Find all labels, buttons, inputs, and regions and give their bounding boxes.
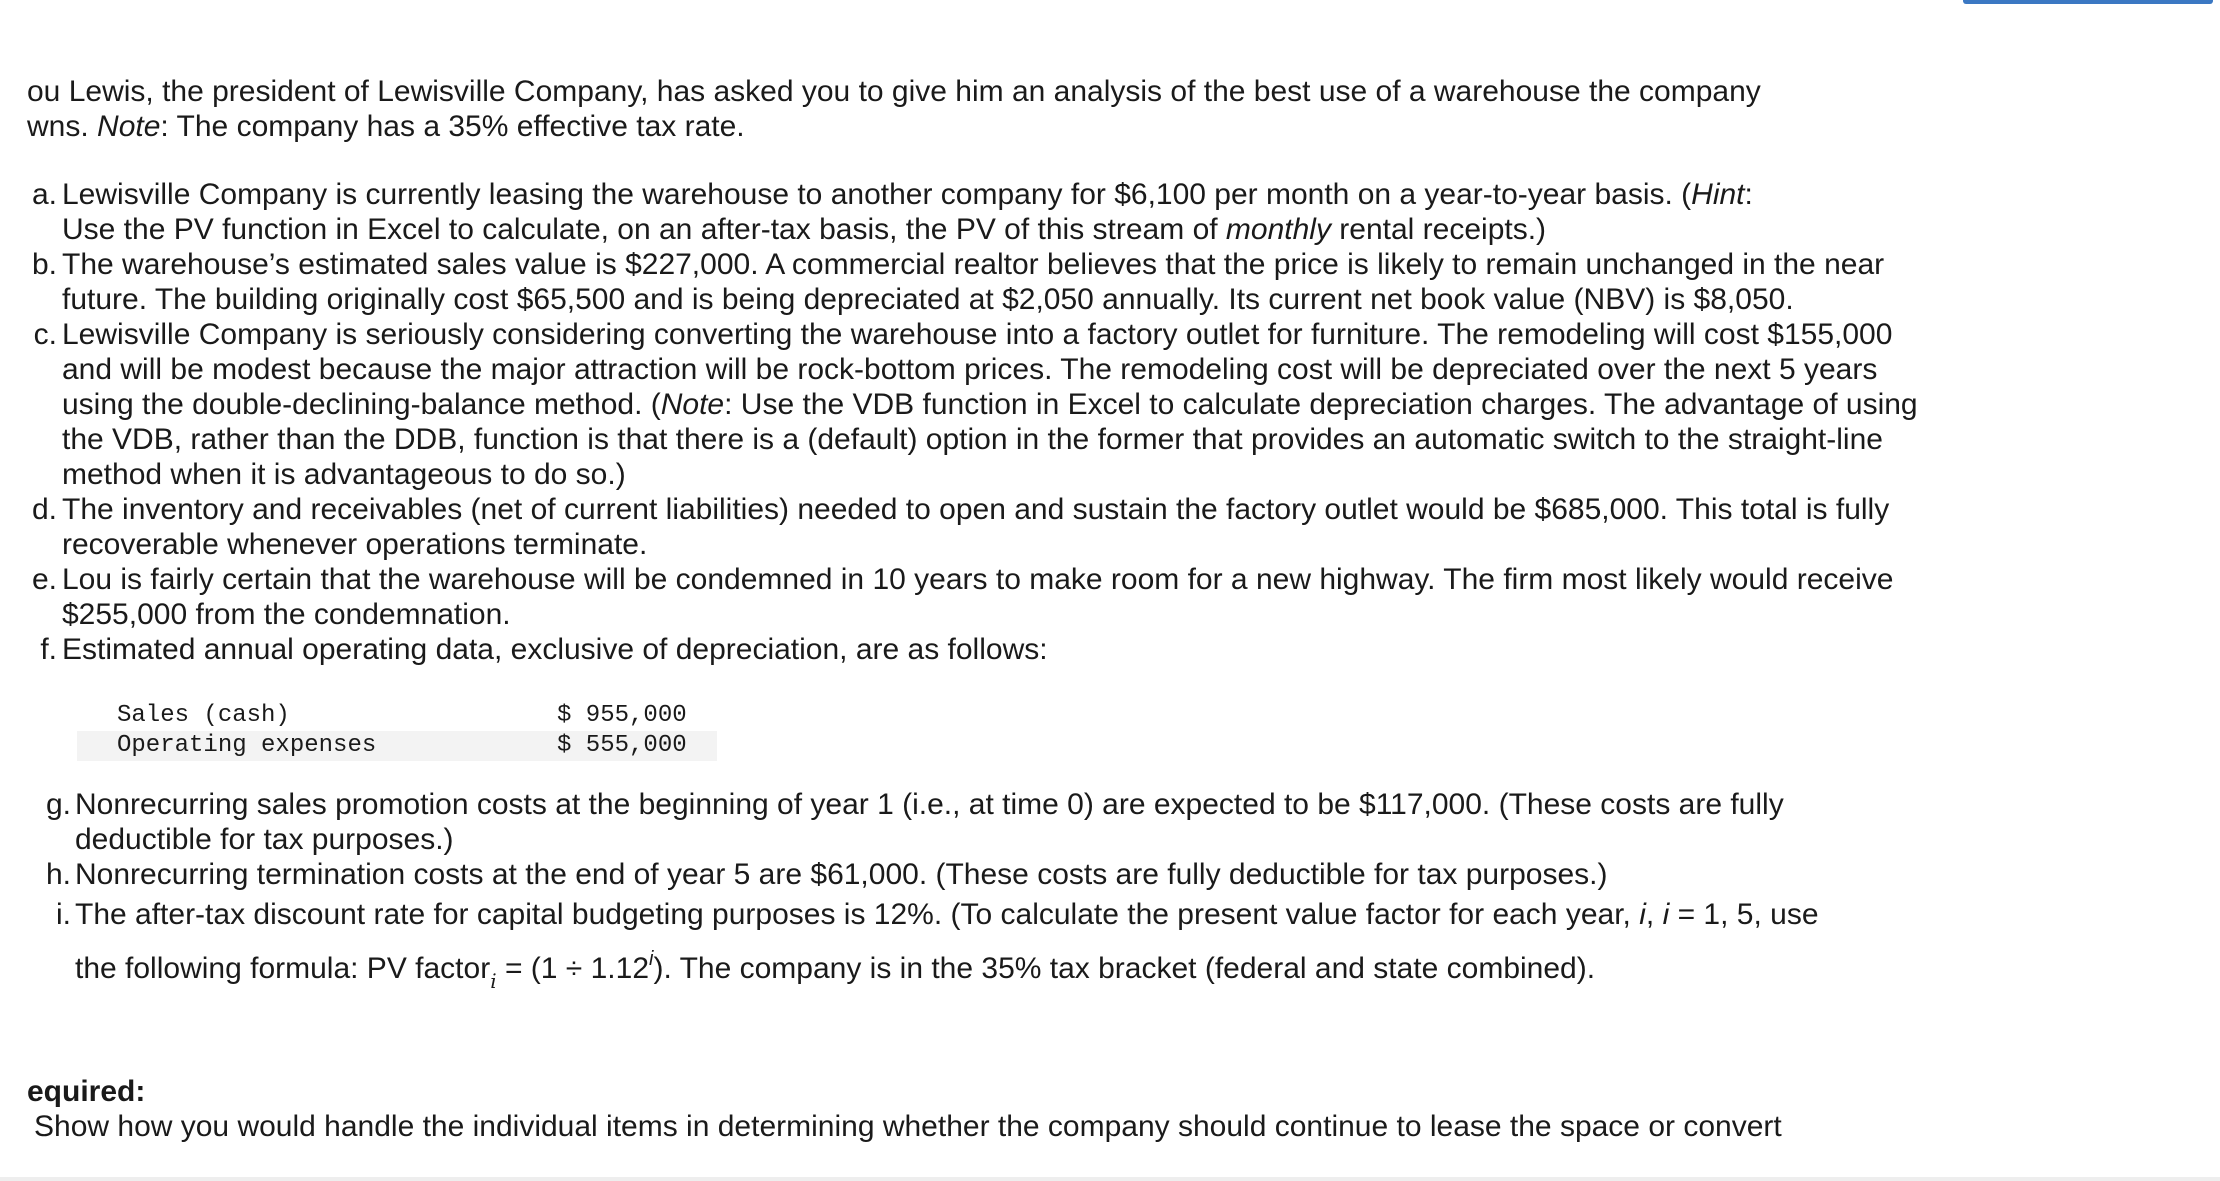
list-item-e: e. Lou is fairly certain that the warehouse will be condemned in 10 years to make room for a new highway. The firm most likely would receive $255,000 from the condemnation.: [31, 563, 1894, 631]
list-item-c: c. Lewisville Company is seriously considering converting the warehouse into a factory outlet for furniture. The remodeling will cost $155,000 and will be modest because the major attraction will be rock-bottom prices. The remodeling cost will be depreciated over the next 5 years using the double-declining-balance method. (Note: Use the VDB function in Excel to calculate depreciation charges. The advantage of using the VDB, rather than the DDB, function is that there is a (default) option in the former that provides an automatic switch to the straight-line method when it is advantageous to do so.): [33, 318, 1918, 491]
problem-content: [27, 74, 1927, 1144]
list-item-g: g. Nonrecurring sales promotion costs at the beginning of year 1 (i.e., at time 0) are expected to be $117,000. (These costs are fully deductible for tax purposes.): [45, 788, 1784, 856]
list-item-a: a. Lewisville Company is currently leasing the warehouse to another company for $6,100 per month on a year-to-year basis. (Hint: Use the PV function in Excel to calculate, on an after-tax basis, the PV of this stream of monthly rental receipts.): [31, 178, 1753, 246]
list-item-b: b. The warehouse’s estimated sales value is $227,000. A commercial realtor believes that the price is likely to remain unchanged in the near future. The building originally cost $65,500 and is being depreciated at $2,050 annually. Its current net book value (NBV) is $8,050.: [31, 248, 1885, 316]
table-row: [77, 701, 717, 731]
intro-paragraph: ou Lewis, the president of Lewisville Company, has asked you to give him an analysis of the best use of a warehouse the company wns. Note: The company has a 35% effective tax rate.: [27, 75, 1761, 143]
top-accent-bar: [1963, 0, 2213, 4]
table-cell-label: Operating expenses: [117, 732, 377, 759]
table-cell-value: $ 955,000: [557, 702, 687, 729]
table-cell-value: $ 555,000: [557, 732, 687, 759]
operating-data-table: [77, 701, 717, 761]
item-list-2: [27, 787, 1927, 1004]
required-heading: equired:: [27, 1075, 146, 1108]
item-list: [27, 177, 1927, 667]
intro-line-1: ou Lewis, the president of Lewisville Company, has asked you to give him an analysis of the best use of a warehouse the company: [27, 75, 1761, 108]
required-text: Show how you would handle the individual items in determining whether the company should continue to lease the space or convert: [34, 1110, 1782, 1143]
list-item-d: d. The inventory and receivables (net of current liabilities) needed to open and sustain the factory outlet would be $685,000. This total is fully recoverable whenever operations terminate.: [31, 493, 1890, 561]
subscript-i: i: [490, 969, 497, 993]
table-cell-label: Sales (cash): [117, 702, 290, 729]
list-item-f: f. Estimated annual operating data, exclusive of depreciation, are as follows:: [40, 633, 1048, 666]
bottom-divider: [0, 1177, 2220, 1181]
list-item-i: i. The after-tax discount rate for capital budgeting purposes is 12%. (To calculate the present value factor for each year, i, i = 1, 5, use the following formula: PV factor$_i$ = $(1 \div 1.12^i)$. The company is in the 35% tax bracket (federal and state combined).: [56, 898, 1819, 993]
superscript-i: i: [649, 948, 654, 970]
table-row: [77, 731, 717, 761]
list-item-h: h. Nonrecurring termination costs at the end of year 5 are $61,000. (These costs are fully deductible for tax purposes.): [45, 858, 1608, 891]
